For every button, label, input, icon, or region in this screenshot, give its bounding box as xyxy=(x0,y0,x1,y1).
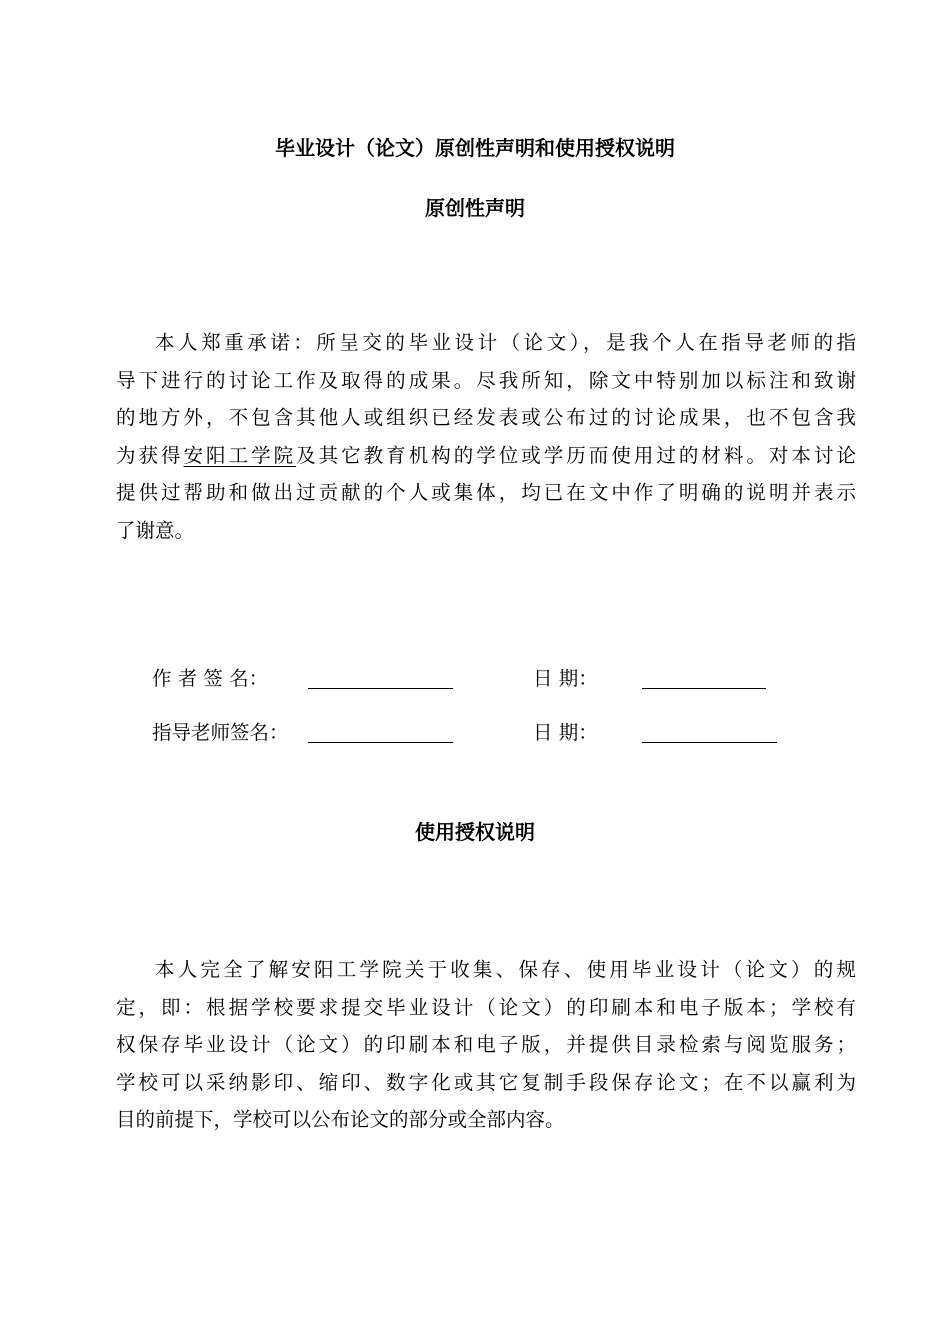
originality-line-4 xyxy=(116,437,856,475)
advisor-signature-row xyxy=(0,719,950,747)
originality-line-2: 导下进行的讨论工作及取得的成果。尽我所知，除文中特别加以标注和致谢 xyxy=(116,368,856,392)
author-signature-row xyxy=(0,665,950,693)
advisor-date-field[interactable] xyxy=(642,742,777,743)
authorization-line-3: 权保存毕业设计（论文）的印刷本和电子版，并提供目录检索与阅览服务； xyxy=(116,1033,856,1057)
originality-line-1: 本人郑重承诺：所呈交的毕业设计（论文），是我个人在指导老师的指 xyxy=(155,331,856,354)
author-signature-field[interactable] xyxy=(308,688,453,689)
originality-line-3: 的地方外，不包含其他人或组织已经发表或公布过的讨论成果，也不包含我 xyxy=(116,406,856,430)
author-signature-label: 作 者 签 名： xyxy=(152,667,269,690)
authorization-statement xyxy=(116,951,856,1139)
authorization-line-5: 目的前提下，学校可以公布论文的部分或全部内容。 xyxy=(116,1108,565,1132)
authorization-line-2: 定，即：根据学校要求提交毕业设计（论文）的印刷本和电子版本；学校有 xyxy=(116,995,856,1019)
originality-line-4-suffix: 及其它教育机构的学位或学历而使用过的材料。对本讨论 xyxy=(296,443,856,467)
originality-line-5: 提供过帮助和做出过贡献的个人或集体，均已在文中作了明确的说明并表示 xyxy=(116,481,856,505)
originality-line-4-prefix: 为获得 xyxy=(116,443,184,467)
institution-name: 安阳工学院 xyxy=(183,443,297,467)
advisor-signature-label: 指导老师签名： xyxy=(152,721,289,744)
page-title: 毕业设计（论文）原创性声明和使用授权说明 xyxy=(275,136,675,160)
advisor-signature-field[interactable] xyxy=(308,742,453,743)
authorization-heading: 使用授权说明 xyxy=(415,820,535,844)
originality-heading: 原创性声明 xyxy=(425,196,525,220)
authorization-line-4: 学校可以采纳影印、缩印、数字化或其它复制手段保存论文；在不以赢利为 xyxy=(116,1070,856,1094)
author-date-label: 日 期： xyxy=(533,667,598,690)
originality-line-6: 了谢意。 xyxy=(116,518,195,542)
advisor-date-label: 日 期： xyxy=(533,721,598,744)
authorization-line-1: 本人完全了解安阳工学院关于收集、保存、使用毕业设计（论文）的规 xyxy=(155,958,856,981)
author-date-field[interactable] xyxy=(642,688,766,689)
originality-statement xyxy=(116,324,856,550)
